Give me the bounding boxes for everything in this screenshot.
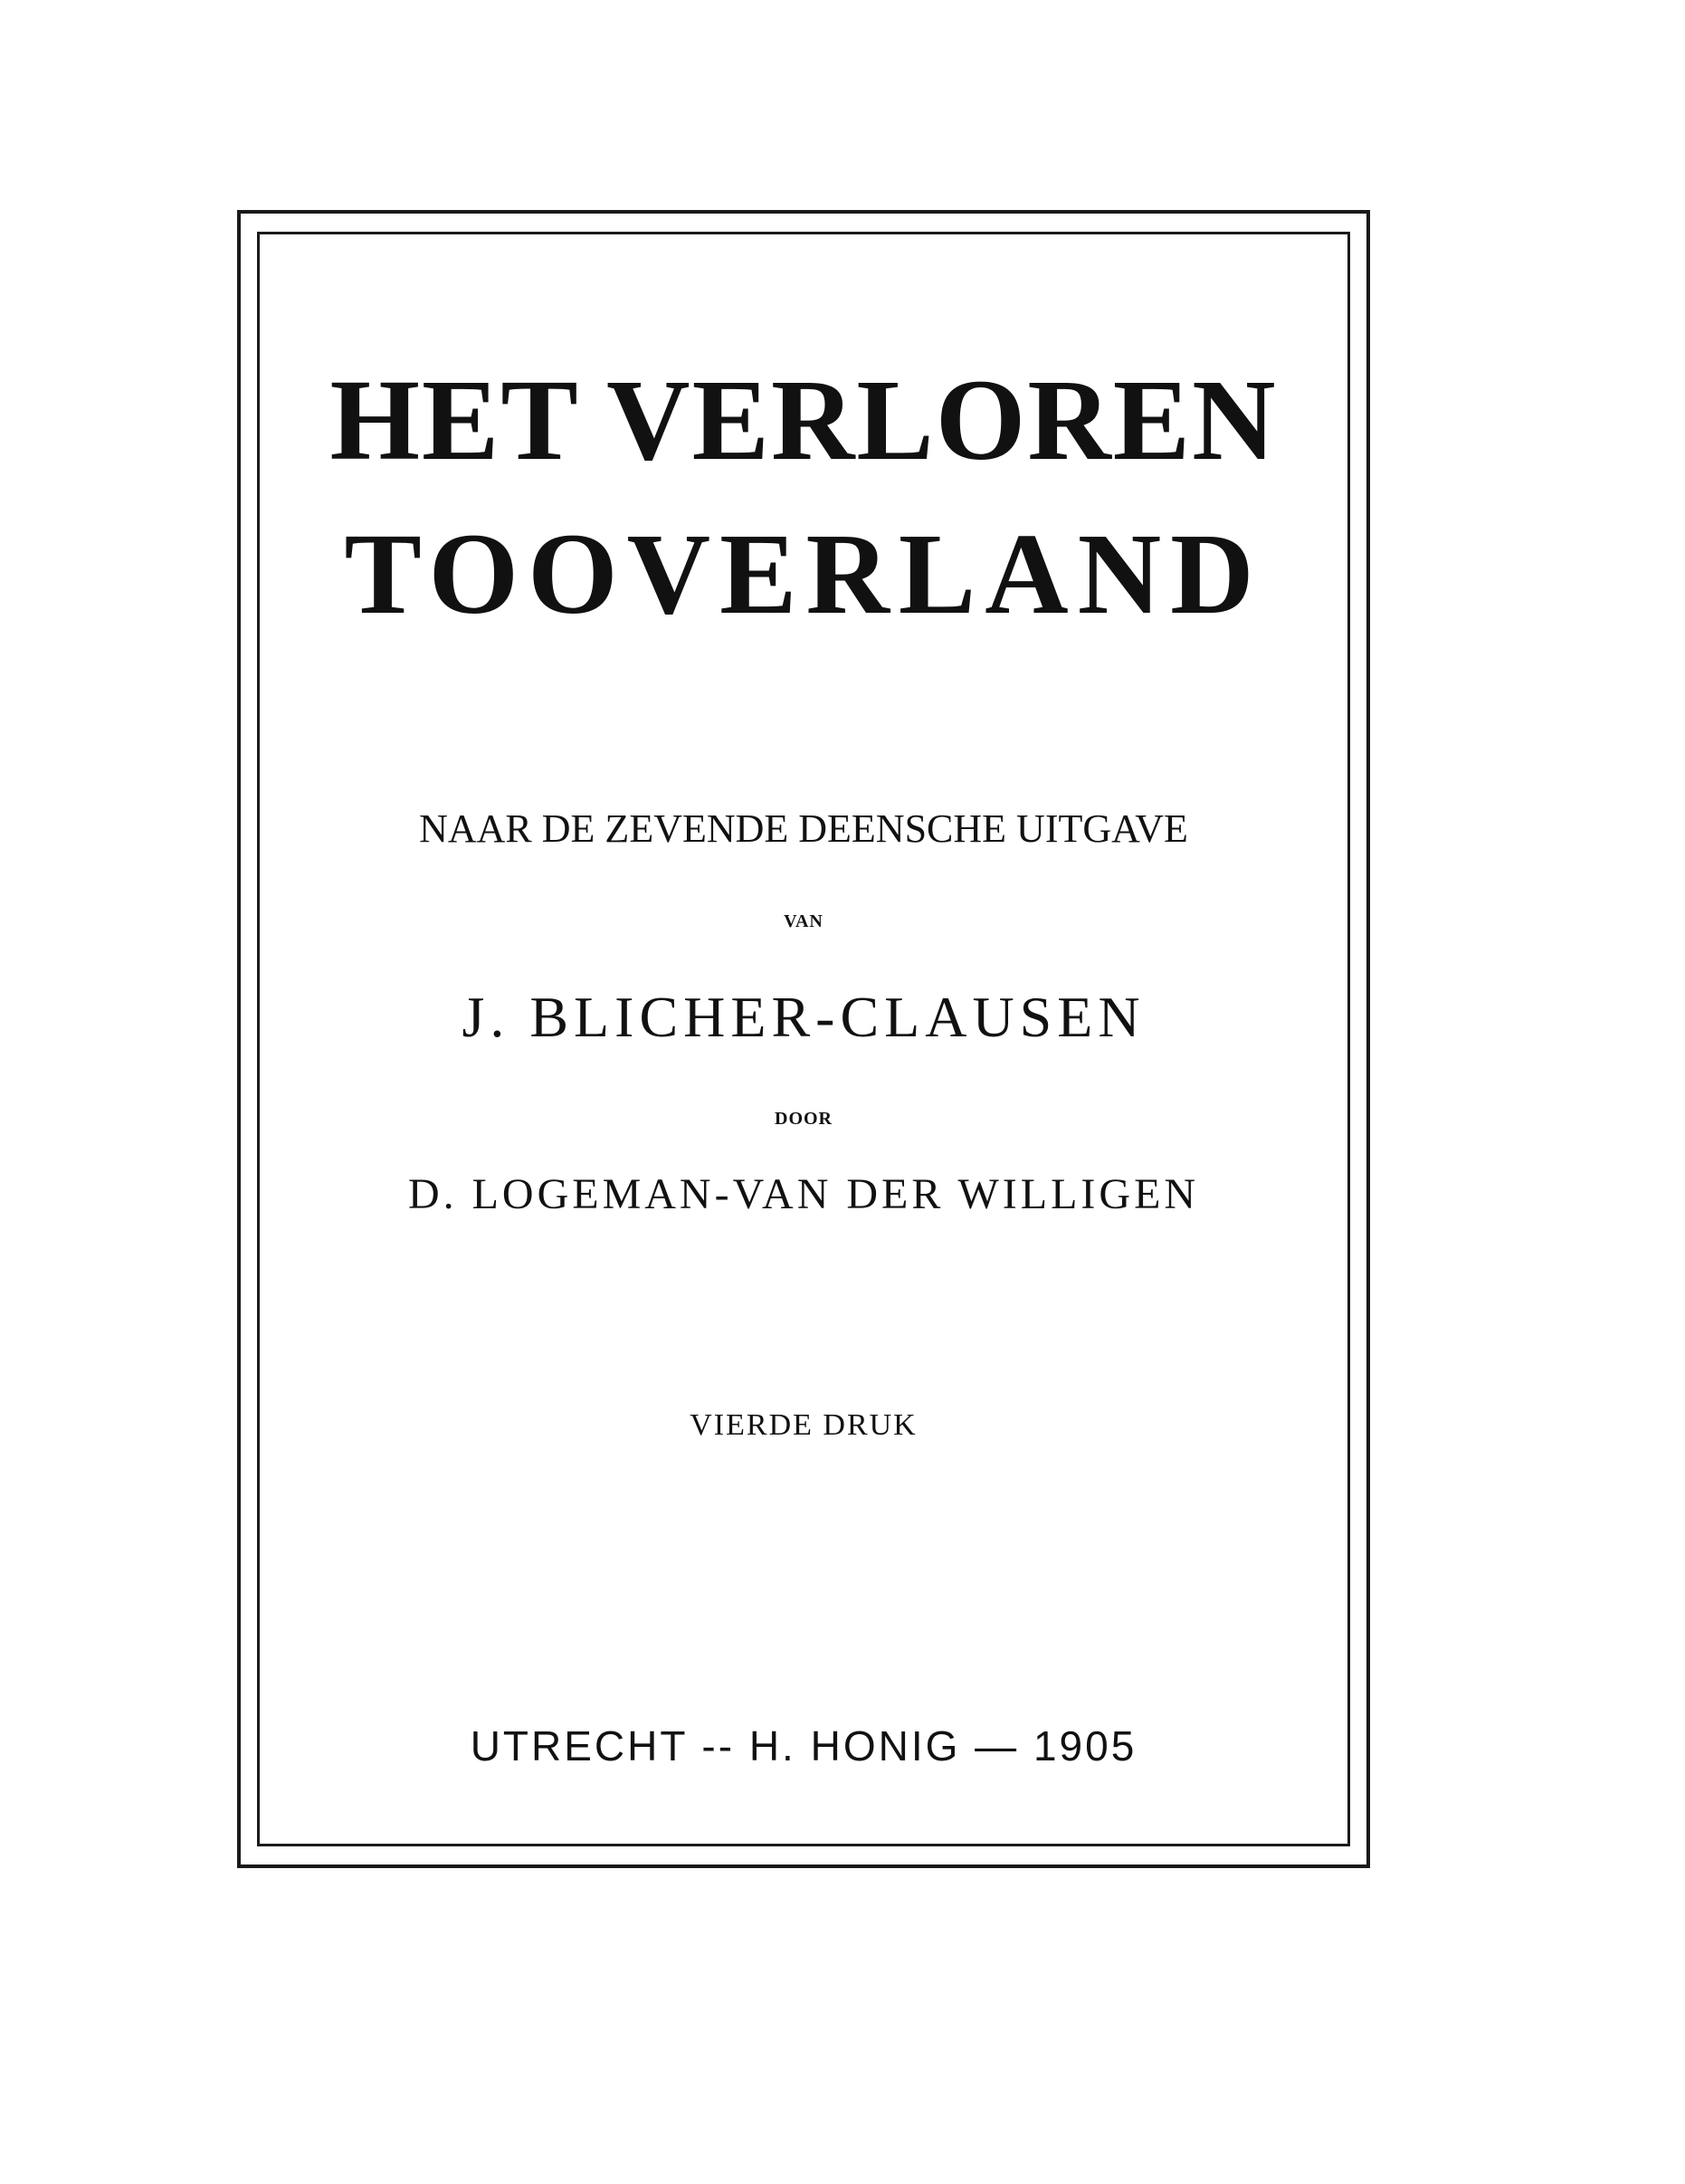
van-label: VAN [784,911,823,931]
subtitle: NAAR DE ZEVENDE DEENSCHE UITGAVE [419,806,1188,851]
book-title-line-2: TOOVERLAND [344,510,1263,638]
book-title-line-1: HET VERLOREN [329,356,1278,484]
edition-label: VIERDE DRUK [690,1408,918,1442]
door-label: DOOR [775,1109,833,1129]
author-name: J. BLICHER-CLAUSEN [462,985,1146,1049]
translator-name: D. LOGEMAN-VAN DER WILLIGEN [407,1170,1200,1218]
publisher-imprint: UTRECHT -- H. HONIG — 1905 [470,1722,1138,1769]
